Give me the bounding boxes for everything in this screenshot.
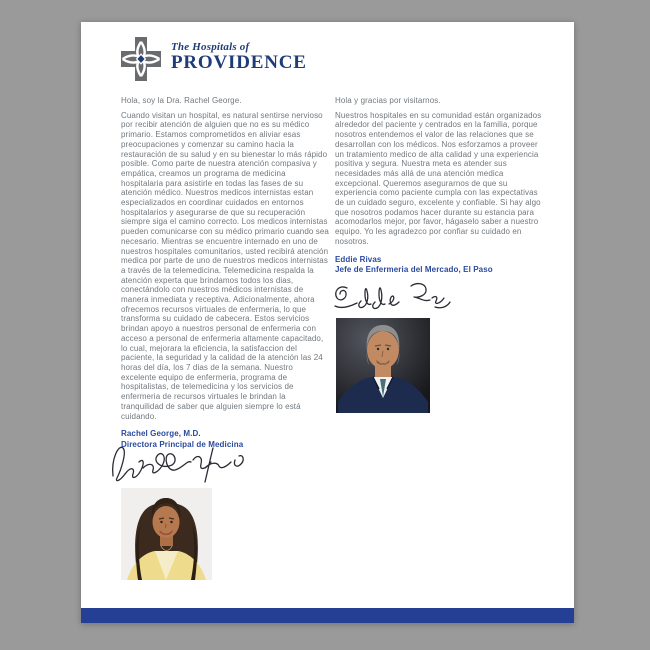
left-signer-name: Rachel George, M.D. bbox=[121, 429, 201, 439]
rachel-george-photo bbox=[121, 488, 212, 580]
left-signer-title: Directora Principal de Medicina bbox=[121, 439, 244, 449]
eddie-rivas-signature bbox=[331, 280, 451, 314]
providence-logo bbox=[121, 36, 307, 82]
letter-page bbox=[81, 22, 574, 623]
right-signer-title: Jefe de Enfermeria del Mercado, El Paso bbox=[335, 265, 493, 275]
rachel-george-signature bbox=[109, 438, 249, 490]
letter-right-column bbox=[335, 96, 543, 275]
letter-left-column bbox=[121, 96, 329, 450]
logo-wordmark bbox=[171, 36, 307, 73]
footer-accent-bar bbox=[81, 608, 574, 623]
right-greeting: Hola y gracias por visitarnos. bbox=[335, 96, 441, 105]
left-body-paragraph: Cuando visitan un hospital, es natural sentirse nervioso por recibir atención de alguien que no es su médico primario. Estamos comprometidos en aliviar esas preocupaciones y comenzar su camino hacia la restauración de su salud y en su bienestar lo más rápido posible. Como parte de nuestra atención compasiva y empática, creamos un programa de medicina hospitalaria para asistirle en todas las fases de su atención médico. Nuestros medicos internistas estan especializados en coordinar cuidados en entornos hospitalarios y asegurarse de que su recuperación siempre siga el camino correcto. Los medicos internistas pueden comunicarse con su médico primario cuando sea necesario. Mientras se encuentre internado en uno de nuestros hospitales comunitarios, usted recibirá atención medica por parte de uno de nuestros medicos internistas a través de la telemedicina. Telemedicina respalda la atención experta que brindamos todos los dias, conectándolo con nuestros médicos internistas de manera inmediata y receptiva. Adicionalmente, ahora ofrecemos recursos virtuales de enfermeria, lo que transforma su cuidado de cabecera. Estos servicios brindan apoyo a nuestros personal de enfermeria con acceso a personal de enfermeria altamente capacitado, lo cual, mejorara la eficiencia, la satisfaccion del paciente, la seguridad y la calidad de la atención las 24 horas del día, los 7 dias de la semana. Nuestro excelente equipo de enfermeria, programa de hospitalistas, de telemedicina y los servicios de enfermeria de recursos virtuales le brindan la tranquilidad de saber que alguien siempre lo está cuidando. bbox=[121, 110, 329, 421]
logo-tagline-text: The Hospitals of bbox=[171, 41, 250, 53]
right-body-paragraph: Nuestros hospitales en su comunidad están organizados alrededor del paciente y centrados en la familia, porque nosotros entendemos el valor de las relaciones que se desarrollan con los médicos. Nos esforzamos a proveer un tratamiento medico de alta calidad y una experiencia positiva y segura. Nuestra meta es atender sus necesidades más allá de una atención medica excepcional. Queremos asegurarnos de que su experiencia como paciente cumpla con las expectativas de un cuidado seguro, excelente y confiable. Si hay algo que nosotros podamos hacer durante su estancia para acomodarlos mejor, por favor, hágaselo saber a nuestro equipo. Yo les agradezco por confiar su cuidado en nosotros. bbox=[335, 110, 542, 246]
logo-providence-text: PROVIDENCE bbox=[171, 52, 307, 73]
left-greeting: Hola, soy la Dra. Rachel George. bbox=[121, 96, 242, 105]
right-signer-name: Eddie Rivas bbox=[335, 254, 382, 264]
providence-cross-icon bbox=[121, 36, 161, 82]
eddie-rivas-photo bbox=[336, 318, 430, 413]
